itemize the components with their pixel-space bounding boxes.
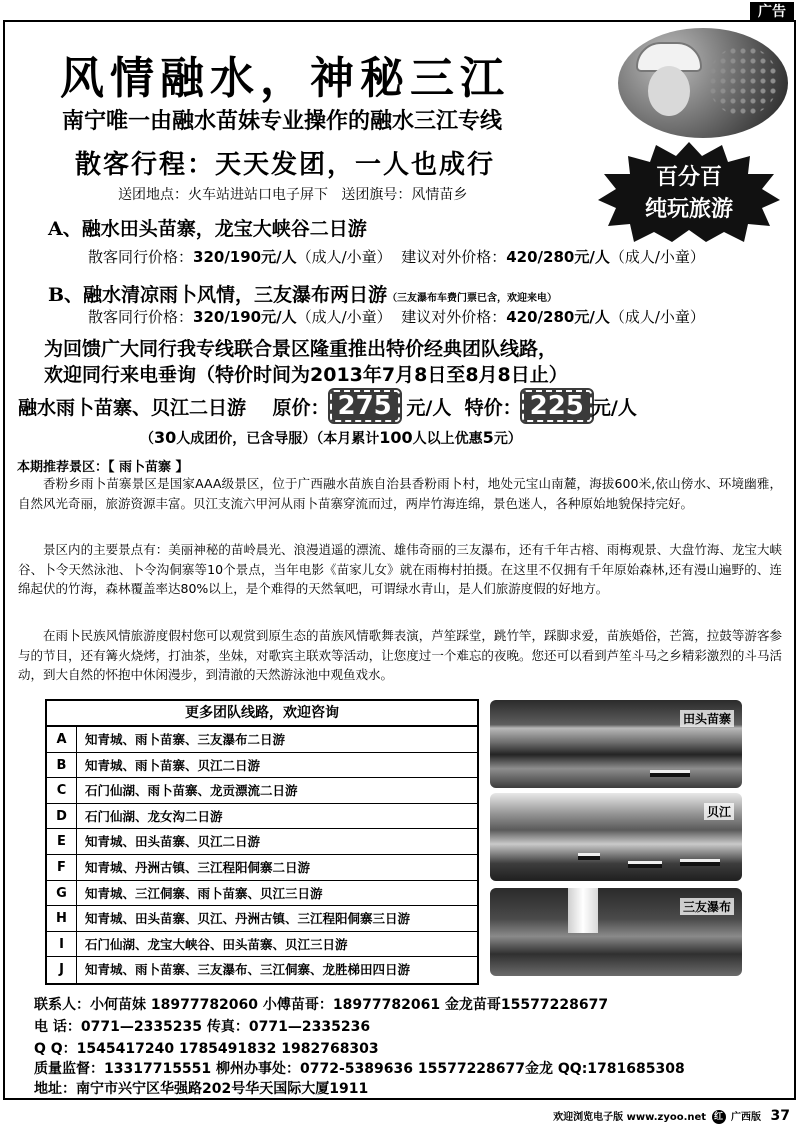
retail-price-label: 建议对外价格： (401, 308, 507, 326)
miao-girl-face-image (648, 66, 690, 116)
orig-price-unit: 元/人 (406, 397, 452, 419)
page-number: 37 (770, 1108, 790, 1124)
note-part: 人以上优惠 (412, 431, 483, 447)
table-row (47, 906, 477, 932)
orig-price: 275 (330, 390, 400, 422)
table-row (47, 829, 477, 855)
row-route: 石门仙湖、龙宝大峡谷、田头苗寨、贝江三日游 (85, 936, 348, 952)
waterfall-image (568, 888, 598, 933)
route-b-prices (88, 306, 705, 327)
photo-caption: 田头苗寨 (680, 710, 734, 727)
badge-line1: 百分百 (655, 165, 722, 190)
table-row (47, 753, 477, 779)
photo-beijiang-river (490, 793, 742, 881)
table-row (47, 957, 477, 983)
row-letter: F (47, 855, 77, 880)
note-group-size: 30 (154, 428, 177, 447)
row-route: 知青城、雨卜苗寨、三友瀑布二日游 (85, 732, 286, 747)
paragraph-intro: 香粉乡雨卜苗寨景区是国家AAA级景区，位于广西融水苗族自治县香粉雨卜村，地处元宝山南麓，海拔600米,依山傍水、环境幽雅，自然风光奇丽，旅游资源丰富。贝江支流六甲河从雨卜苗寨穿流而过，两岸竹海连绵，景色迷人，各种原始地貌保持完好。 (18, 476, 782, 511)
orig-price-label: 原价： (272, 397, 330, 419)
peer-price-label: 散客同行价格： (88, 248, 194, 266)
contact-address: 地址：南宁市兴宁区华强路202号华天国际大厦1911 (34, 1081, 369, 1097)
footer-brand: 广西版 (731, 1112, 762, 1123)
row-letter: G (47, 881, 77, 906)
retail-price: 420/280元/人 (506, 308, 610, 326)
route-table (45, 699, 479, 985)
portrait-photo (618, 28, 788, 138)
sale-price-unit: 元/人 (591, 397, 637, 419)
table-row (47, 932, 477, 958)
table-row (47, 778, 477, 804)
row-letter: C (47, 778, 77, 803)
row-route: 石门仙湖、龙女沟二日游 (85, 808, 223, 824)
peer-price: 320/190元/人 (193, 248, 297, 266)
brand-logo-icon: 红 (712, 1110, 726, 1124)
row-route: 知青城、雨卜苗寨、三友瀑布、三江侗寨、龙胜梯田四日游 (85, 962, 411, 978)
paragraph-activities: 在雨卜民族风情旅游度假村您可以观赏到原生态的苗族风情歌舞表演，芦笙踩堂，跳竹竿，踩脚求爱，苗族婚俗，芒篙，拉鼓等游客参与的节目，还有篝火烧烤，打油茶，坐妹，对歌宾主联欢等活动，让您度过一个难忘的夜晚。您还可以看到芦笙斗马之乡精彩激烈的斗马活动，到大自然的怀抱中休闲漫步，到清澈的天然游泳池中观鱼戏水。 (18, 628, 782, 682)
ad-tag: 广告 (750, 2, 794, 22)
peer-price-label: 散客同行价格： (88, 308, 194, 326)
note-monthly-count: 100 (379, 428, 413, 447)
flower-field-image (708, 46, 778, 116)
sale-price-label: 特价： (464, 397, 522, 419)
special-name: 融水雨卜苗寨、贝江二日游 (18, 397, 247, 419)
row-letter: A (47, 727, 77, 752)
paragraph-attractions: 景区内的主要景点有：美丽神秘的苗岭晨光、浪漫逍遥的漂流、雄伟奇丽的三友瀑布，还有千年古榕、雨梅观景、大盘竹海、龙宝大峡谷、卜令天然泳池、卜令沟侗寨等10个景点，当年电影《苗家儿女》就在雨梅村拍摄。在这里不仅拥有千年原始森林,还有漫山遍野的、连绵起伏的竹海，森林覆盖率达80%以上，是个难得的天然氧吧，可谓绿水青山，是人们旅游度假的好地方。 (18, 542, 782, 596)
boat-image (650, 770, 690, 777)
meeting-info (118, 184, 467, 204)
table-row (47, 804, 477, 830)
route-a-title (48, 214, 367, 241)
note-discount: 5 (482, 428, 494, 447)
subtitle: 南宁唯一由融水苗妹专业操作的融水三江专线 (62, 109, 503, 134)
footer-text: 欢迎浏览电子版 www.zyoo.net (553, 1112, 707, 1123)
peer-price-unit: （成人/小童） (296, 308, 392, 326)
badge-starburst (598, 142, 780, 242)
note-part: （ (140, 431, 154, 447)
row-letter: H (47, 906, 77, 931)
contact-people: 联系人：小何苗妹 18977782060 小傅苗哥：18977782061 金龙苗哥15577228677 (34, 997, 609, 1013)
note-part: 人成团价，已含导服）（本月累计 (176, 431, 380, 447)
meeting-flag: 送团旗号：风情苗乡 (341, 187, 468, 203)
retail-price: 420/280元/人 (506, 248, 610, 266)
row-route: 知青城、三江侗寨、雨卜苗寨、贝江三日游 (85, 885, 323, 901)
headline: 风情融水，神秘三江 (60, 53, 510, 104)
route-b-note: （三友瀑布车费门票已含，欢迎来电） (387, 293, 558, 304)
retail-price-unit: （成人/小童） (609, 248, 705, 266)
row-letter: E (47, 829, 77, 854)
route-a-prices (88, 246, 705, 267)
row-route: 知青城、雨卜苗寨、贝江二日游 (85, 757, 261, 773)
table-row (47, 855, 477, 881)
sale-price: 225 (522, 390, 592, 422)
photo-sanyou-waterfall (490, 888, 742, 976)
contact-quality: 质量监督：13317715551 柳州办事处：0772-5389636 15577228677金龙 QQ:1781685308 (34, 1061, 685, 1077)
promo-line2: 欢迎同行来电垂询（特价时间为2013年7月8日至8月8日止） (44, 364, 568, 386)
table-row (47, 881, 477, 907)
row-letter: I (47, 932, 77, 957)
group-note (140, 428, 522, 448)
retail-price-label: 建议对外价格： (401, 248, 507, 266)
recommend-heading: 本期推荐景区：【 雨卜苗寨 】 (17, 460, 189, 475)
contact-phone-fax: 电 话：0771—2335235 传真：0771—2335236 (34, 1019, 371, 1035)
boat-image (628, 861, 662, 868)
promo-line1: 为回馈广大同行我专线联合景区隆重推出特价经典团队线路， (44, 338, 558, 360)
row-route: 知青城、田头苗寨、贝江、丹洲古镇、三江程阳侗寨三日游 (85, 911, 411, 927)
route-a-title-text: A、融水田头苗寨，龙宝大峡谷二日游 (48, 218, 367, 240)
peer-price: 320/190元/人 (193, 308, 297, 326)
peer-price-unit: （成人/小童） (296, 248, 392, 266)
row-letter: B (47, 753, 77, 778)
boat-image (578, 853, 600, 860)
row-route: 知青城、丹洲古镇、三江程阳侗寨二日游 (85, 859, 311, 875)
retail-price-unit: （成人/小童） (609, 308, 705, 326)
route-b-title (48, 280, 557, 307)
row-letter: J (47, 957, 77, 983)
photo-caption: 三友瀑布 (680, 898, 734, 915)
meeting-location: 送团地点：火车站进站口电子屏下 (118, 187, 328, 203)
route-b-title-text: B、融水清凉雨卜风情，三友瀑布两日游 (48, 284, 388, 306)
photo-tiantou-village (490, 700, 742, 788)
row-route: 石门仙湖、雨卜苗寨、龙贡漂流二日游 (85, 783, 298, 799)
row-route: 知青城、田头苗寨、贝江二日游 (85, 834, 261, 850)
special-offer (18, 390, 637, 422)
badge-line2: 纯玩旅游 (644, 197, 733, 222)
note-part: 元） (493, 431, 522, 447)
table-row (47, 727, 477, 753)
row-letter: D (47, 804, 77, 829)
boat-image (680, 859, 720, 866)
photo-caption: 贝江 (704, 803, 734, 820)
tagline: 散客行程：天天发团，一人也成行 (75, 150, 496, 180)
footer (553, 1108, 790, 1124)
route-table-header: 更多团队线路，欢迎咨询 (47, 701, 477, 727)
contact-qq: Q Q：1545417240 1785491832 1982768303 (34, 1041, 379, 1057)
